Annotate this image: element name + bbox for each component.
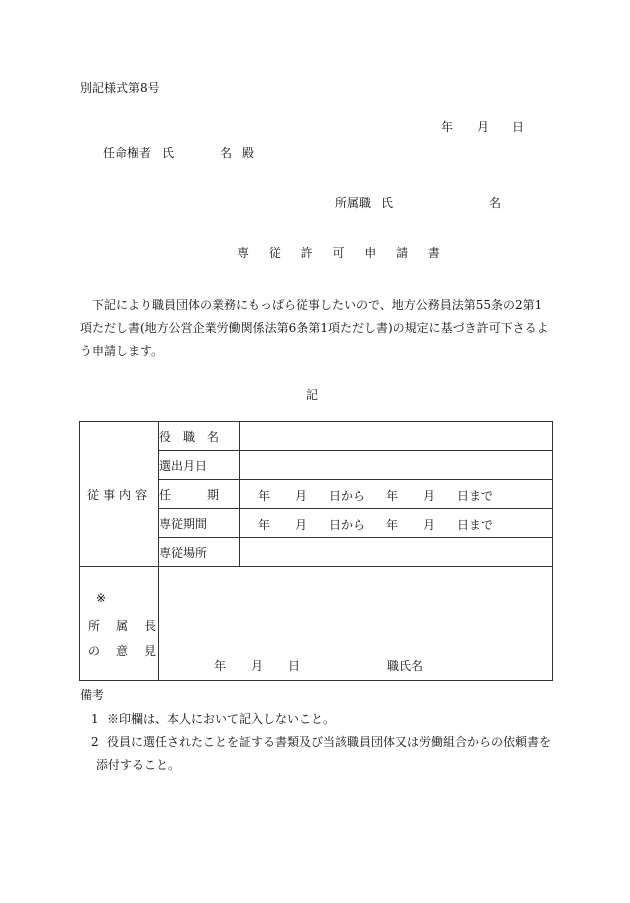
addressee-name-2: 名 <box>220 146 233 160</box>
row-opinion <box>80 567 553 681</box>
value-position[interactable] <box>240 422 553 451</box>
body-text: 下記により職員団体の業務にもっぱら従事したいので、地方公務員法第55条の2第1項ただし書(地方公営企業労働関係法第6条第1項ただし書)の規定に基づき許可下さるよう申請します。 <box>80 298 549 358</box>
opinion-body[interactable] <box>159 567 553 681</box>
note-1-num: 1 <box>91 712 99 726</box>
note-2-text-2: 添付すること。 <box>96 758 181 772</box>
label-term: 任 期 <box>159 480 240 509</box>
note-1-text: ※印欄は、本人において記入しないこと。 <box>107 712 336 726</box>
term-end-day: 日まで <box>457 489 494 503</box>
row-position <box>80 422 553 451</box>
label-period: 専従期間 <box>159 509 240 538</box>
value-election-date[interactable] <box>240 451 553 480</box>
term-end-month: 月 <box>423 489 436 503</box>
period-end-day: 日まで <box>457 518 494 532</box>
applicant-name-1: 氏 <box>381 196 394 210</box>
application-table <box>79 421 553 681</box>
notes-heading: 備考 <box>80 688 105 702</box>
period-start-day: 日から <box>329 518 366 532</box>
value-term[interactable] <box>240 480 553 509</box>
opinion-month: 月 <box>251 659 264 673</box>
period-start-month: 月 <box>295 518 308 532</box>
ki-label: 記 <box>306 388 319 402</box>
opinion-label-2: の 意 見 <box>88 644 159 658</box>
period-end-month: 月 <box>423 518 436 532</box>
form-number: 別記様式第8号 <box>80 81 160 95</box>
note-2-num: 2 <box>91 735 99 749</box>
document-title: 専 従 許 可 申 請 書 <box>237 246 448 260</box>
term-start-month: 月 <box>295 489 308 503</box>
period-start-year: 年 <box>258 518 271 532</box>
term-end-year: 年 <box>386 489 399 503</box>
term-start-day: 日から <box>329 489 366 503</box>
value-period[interactable] <box>240 509 553 538</box>
opinion-mark: ※ <box>96 591 109 605</box>
term-start-year: 年 <box>258 489 271 503</box>
date-day: 日 <box>512 120 525 134</box>
note-2-text-1: 役員に選任されたことを証する書類及び当該職員団体又は労働組合からの依頼書を <box>107 735 552 749</box>
addressee-honorific: 殿 <box>242 146 255 160</box>
addressee-prefix: 任命権者 <box>103 146 152 160</box>
label-place: 専従場所 <box>159 538 240 567</box>
period-end-year: 年 <box>386 518 399 532</box>
applicant-name-2: 名 <box>489 196 502 210</box>
opinion-label-1: 所 属 長 <box>88 619 159 633</box>
value-place[interactable] <box>240 538 553 567</box>
opinion-signer: 職氏名 <box>387 659 424 673</box>
addressee-name-1: 氏 <box>162 146 175 160</box>
group-label: 従事内容 <box>80 422 159 567</box>
date-month: 月 <box>477 120 490 134</box>
date-year: 年 <box>441 120 454 134</box>
opinion-day: 日 <box>288 659 301 673</box>
opinion-year: 年 <box>214 659 227 673</box>
applicant-affiliation: 所属職 <box>335 196 372 210</box>
label-position: 役 職 名 <box>159 422 240 451</box>
opinion-label-cell <box>80 567 159 681</box>
label-election-date: 選出月日 <box>159 451 240 480</box>
